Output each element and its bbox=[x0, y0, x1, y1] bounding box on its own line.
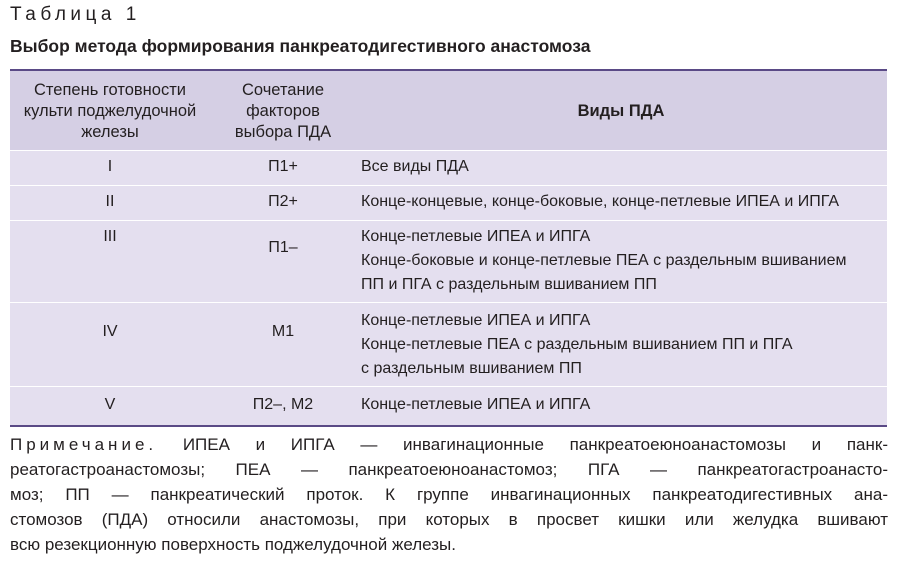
table-caption: Таблица 1 bbox=[10, 4, 141, 25]
types-cell: Конце-петлевые ИПЕА и ИПГА Конце-боковые и конце-петлевые ПЕА с раздельным вшиванием ПП и ПГА с раздельным вшиванием ПП bbox=[361, 228, 847, 293]
factors-cell: П2–, М2 bbox=[252, 396, 314, 413]
grade-cell: II bbox=[105, 193, 115, 210]
note-line: реатогастроанастомозы; ПЕА — панкреатоеюноанастомоз; ПГА — панкреатогастроанасто- bbox=[10, 460, 888, 479]
types-cell: Конце-петлевые ИПЕА и ИПГА Конце-петлевые ПЕА с раздельным вшиванием ПП и ПГА с раздельным вшиванием ПП bbox=[361, 312, 793, 377]
factors-cell: П1+ bbox=[268, 158, 298, 175]
factors-cell: М1 bbox=[271, 323, 295, 340]
table-row bbox=[10, 303, 887, 387]
pda-selection-table bbox=[10, 69, 887, 427]
grade-cell: III bbox=[103, 228, 117, 245]
note-label: Примечание. bbox=[10, 435, 158, 454]
table-note bbox=[10, 432, 888, 557]
grade-cell: IV bbox=[102, 323, 118, 340]
table-row bbox=[10, 221, 887, 303]
note-line: всю резекционную поверхность поджелудочной железы. bbox=[10, 535, 456, 554]
note-line: Примечание. ИПЕА и ИПГА — инвагинационные панкреатоеюноанастомозы и панк- bbox=[10, 435, 888, 454]
note-line: моз; ПП — панкреатический проток. К группе инвагинационных панкреатодигестивных ана- bbox=[10, 485, 888, 504]
types-cell: Конце-петлевые ИПЕА и ИПГА bbox=[361, 396, 591, 413]
header-readiness-degree: Степень готовности культи поджелудочной железы bbox=[23, 80, 197, 141]
header-factor-combination: Сочетание факторов выбора ПДА bbox=[234, 80, 332, 141]
table-header-row bbox=[10, 71, 887, 151]
table-row bbox=[10, 186, 887, 221]
table-row bbox=[10, 387, 887, 425]
header-pda-types: Виды ПДА bbox=[577, 101, 665, 120]
types-cell: Все виды ПДА bbox=[361, 158, 469, 175]
types-cell: Конце-концевые, конце-боковые, конце-петлевые ИПЕА и ИПГА bbox=[361, 193, 840, 210]
note-line: стомозов (ПДА) относили анастомозы, при которых в просвет кишки или желудка вшивают bbox=[10, 510, 888, 529]
grade-cell: I bbox=[107, 158, 113, 175]
table-title: Выбор метода формирования панкреатодигестивного анастомоза bbox=[10, 36, 591, 56]
factors-cell: П1– bbox=[268, 239, 298, 256]
grade-cell: V bbox=[104, 396, 116, 413]
factors-cell: П2+ bbox=[268, 193, 298, 210]
table-row bbox=[10, 151, 887, 186]
